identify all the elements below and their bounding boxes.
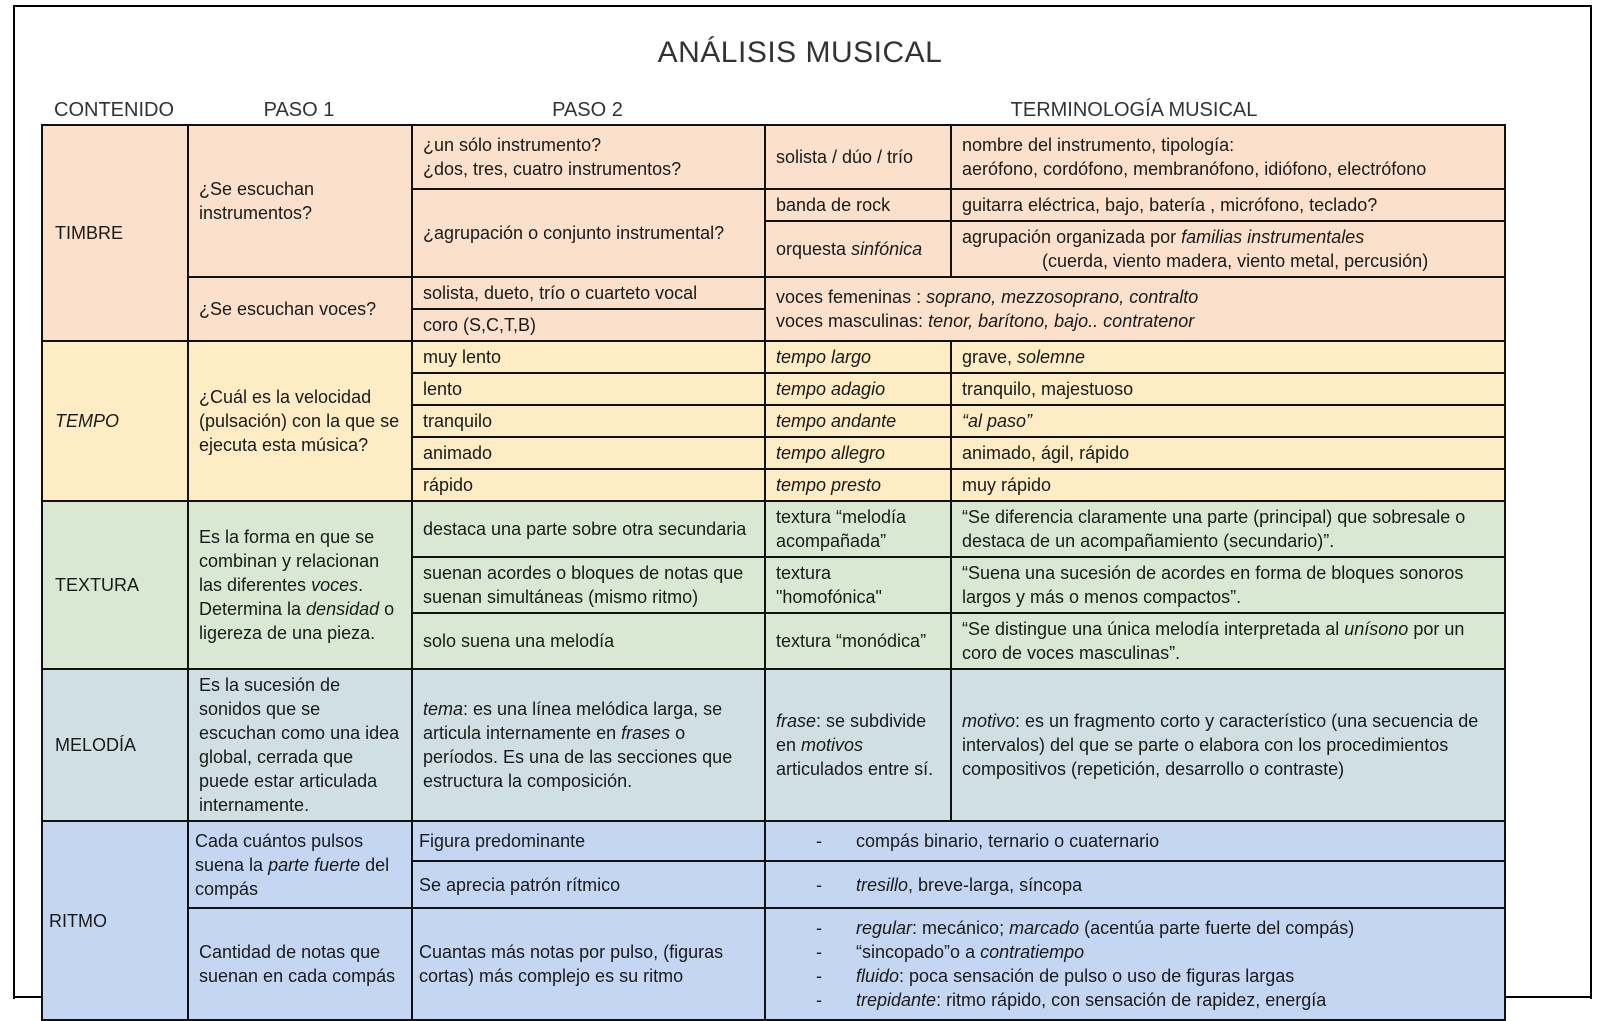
ritmo-question-notes: Cantidad de notas que suenan en cada compás: [188, 908, 412, 1020]
textura-term: textura “melodía acompañada”: [765, 501, 951, 557]
timbre-voice-types: voces femeninas : soprano, mezzosoprano, contralto voces masculinas: tenor, barítono, bajo.. contratenor: [765, 277, 1505, 341]
melodia-paso2: tema: es una línea melódica larga, se articula internamente en frases o períodos. Es una de las secciones que estructura la composición.: [412, 669, 765, 821]
timbre-desc-rock: guitarra eléctrica, bajo, batería , micrófono, teclado?: [951, 189, 1505, 221]
table-row: [42, 341, 1505, 373]
header-paso2: PASO 2: [552, 99, 623, 121]
table-row: [42, 125, 1505, 189]
ritmo-paso2: Se aprecia patrón rítmico: [412, 861, 765, 908]
ritmo-paso2: Figura predominante: [412, 821, 765, 861]
tempo-term: tempo presto: [765, 469, 951, 501]
table-row: [42, 277, 1505, 309]
ritmo-term: - compás binario, ternario o cuaternario: [765, 821, 1505, 861]
tempo-desc: muy rápido: [951, 469, 1505, 501]
header-terminologia: TERMINOLOGÍA MUSICAL: [1010, 99, 1258, 121]
timbre-paso2-vocal: solista, dueto, trío o cuarteto vocal: [412, 277, 765, 309]
table-row: [42, 669, 1505, 821]
table-row: [42, 908, 1505, 1020]
timbre-paso2-ensemble: ¿agrupación o conjunto instrumental?: [412, 189, 765, 277]
tempo-desc: grave, solemne: [951, 341, 1505, 373]
table-row: [42, 821, 1505, 861]
tempo-term: tempo andante: [765, 405, 951, 437]
melodia-term: frase: se subdivide en motivos articulados entre sí.: [765, 669, 951, 821]
tempo-paso2: rápido: [412, 469, 765, 501]
textura-term: textura “monódica”: [765, 613, 951, 669]
timbre-term-orquesta: orquesta sinfónica: [765, 221, 951, 277]
category-timbre: TIMBRE: [42, 125, 188, 341]
analysis-table: [41, 124, 1506, 1021]
textura-paso2: suenan acordes o bloques de notas que suenan simultáneas (mismo ritmo): [412, 557, 765, 613]
tempo-desc: “al paso”: [951, 405, 1505, 437]
timbre-paso2-count: ¿un sólo instrumento? ¿dos, tres, cuatro instrumentos?: [412, 125, 765, 189]
ritmo-question-pulse: Cada cuántos pulsos suena la parte fuerte del compás: [188, 821, 412, 908]
page-title: ANÁLISIS MUSICAL: [657, 36, 943, 69]
melodia-definition: Es la sucesión de sonidos que se escuchan como una idea global, cerrada que puede estar articulada internamente.: [188, 669, 412, 821]
category-textura: TEXTURA: [42, 501, 188, 669]
timbre-term-solista: solista / dúo / trío: [765, 125, 951, 189]
timbre-term-rock: banda de rock: [765, 189, 951, 221]
timbre-paso2-coro: coro (S,C,T,B): [412, 309, 765, 341]
header-contenido: CONTENIDO: [54, 99, 174, 121]
textura-desc: “Suena una sucesión de acordes en forma de bloques sonoros largos y más o menos compactos”.: [951, 557, 1505, 613]
textura-paso2: solo suena una melodía: [412, 613, 765, 669]
tempo-term: tempo largo: [765, 341, 951, 373]
tempo-desc: animado, ágil, rápido: [951, 437, 1505, 469]
timbre-question-instruments: ¿Se escuchan instrumentos?: [188, 125, 412, 277]
tempo-term: tempo allegro: [765, 437, 951, 469]
textura-desc: “Se distingue una única melodía interpretada al unísono por un coro de voces masculinas”.: [951, 613, 1505, 669]
ritmo-term-list: - regular: mecánico; marcado (acentúa parte fuerte del compás) - “sincopado”o a contratiempo - fluido: poca sensación de pulso o uso de figuras largas - trepidante: ritmo rápido, con sensación de rapidez, energía: [765, 908, 1505, 1020]
textura-definition: Es la forma en que se combinan y relacionan las diferentes voces. Determina la densidad o ligereza de una pieza.: [188, 501, 412, 669]
timbre-desc-orquesta: agrupación organizada por familias instrumentales (cuerda, viento madera, viento metal, percusión): [951, 221, 1505, 277]
category-ritmo: RITMO: [42, 821, 188, 1020]
tempo-question: ¿Cuál es la velocidad (pulsación) con la que se ejecuta esta música?: [188, 341, 412, 501]
ritmo-paso2: Cuantas más notas por pulso, (figuras cortas) más complejo es su ritmo: [412, 908, 765, 1020]
textura-paso2: destaca una parte sobre otra secundaria: [412, 501, 765, 557]
timbre-desc-instrument: nombre del instrumento, tipología: aerófono, cordófono, membranófono, idiófono, electrófono: [951, 125, 1505, 189]
tempo-paso2: tranquilo: [412, 405, 765, 437]
tempo-term: tempo adagio: [765, 373, 951, 405]
melodia-desc: motivo: es un fragmento corto y característico (una secuencia de intervalos) del que se parte o elabora con los procedimientos compositivos (repetición, desarrollo o contraste): [951, 669, 1505, 821]
ritmo-term: - tresillo, breve-larga, síncopa: [765, 861, 1505, 908]
timbre-question-voices: ¿Se escuchan voces?: [188, 277, 412, 341]
tempo-paso2: animado: [412, 437, 765, 469]
table-row: [42, 501, 1505, 557]
tempo-paso2: lento: [412, 373, 765, 405]
tempo-desc: tranquilo, majestuoso: [951, 373, 1505, 405]
tempo-paso2: muy lento: [412, 341, 765, 373]
textura-term: textura "homofónica": [765, 557, 951, 613]
category-melodia: MELODÍA: [42, 669, 188, 821]
textura-desc: “Se diferencia claramente una parte (principal) que sobresale o destaca de un acompañamiento (secundario)”.: [951, 501, 1505, 557]
category-tempo: TEMPO: [42, 341, 188, 501]
header-paso1: PASO 1: [263, 99, 335, 121]
